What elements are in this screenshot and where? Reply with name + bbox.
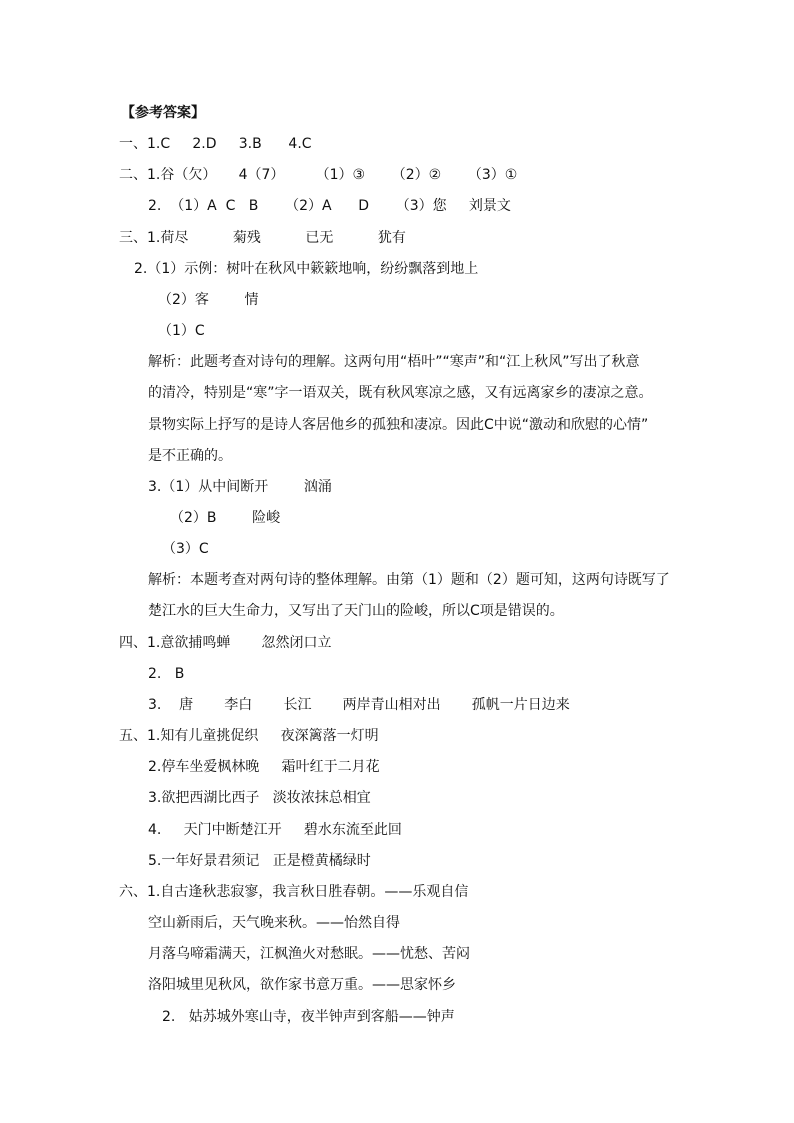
section-5-q1: 五、1.知有儿童挑促织 夜深篱落一灯明 [119, 728, 379, 744]
section-3-analysis-4: 是不正确的。 [148, 448, 232, 464]
answer-title: 【参考答案】 [121, 105, 205, 121]
section-5-q2: 2.停车坐爱枫林晚 霜叶红于二月花 [148, 759, 380, 775]
section-3-q3-3: （3）C [162, 541, 209, 557]
section-6-q1-4: 洛阳城里见秋风，欲作家书意万重。——思家怀乡 [148, 977, 456, 993]
section-3-q2-2: （2）客 情 [158, 292, 259, 308]
section-3-analysis-1: 解析：此题考查对诗句的理解。这两句用“梧叶”“寒声”和“江上秋风”写出了秋意 [148, 354, 640, 370]
section-3-analysis-3: 景物实际上抒写的是诗人客居他乡的孤独和凄凉。因此C中说“激动和欣慰的心情” [148, 417, 649, 433]
section-1-answers: 一、1.C 2.D 3.B 4.C [119, 136, 312, 152]
section-3-analysis-2: 的清冷，特别是“寒”字一语双关，既有秋风寒凉之感，又有远离家乡的凄凉之意。 [148, 385, 653, 401]
section-5-q3: 3.欲把西湖比西子 淡妆浓抹总相宜 [148, 790, 371, 806]
section-3-analysis-6: 楚江水的巨大生命力，又写出了天门山的险峻，所以C项是错误的。 [148, 603, 564, 619]
section-4-q2: 2. B [148, 666, 185, 682]
section-5-q5: 5.一年好景君须记 正是橙黄橘绿时 [148, 853, 371, 869]
section-6-q1-3: 月落乌啼霜满天，江枫渔火对愁眠。——忧愁、苦闷 [148, 946, 470, 962]
section-4-q3: 3. 唐 李白 长江 两岸青山相对出 孤帆一片日边来 [148, 697, 570, 713]
section-3-analysis-5: 解析：本题考查对两句诗的整体理解。由第（1）题和（2）题可知，这两句诗既写了 [148, 572, 670, 588]
section-3-q3-2: （2）B 险峻 [170, 510, 281, 526]
section-2-q2: 2. （1）A C B （2）A D （3）您 刘景文 [148, 198, 511, 214]
section-6-q2: 2. 姑苏城外寒山寺，夜半钟声到客船——钟声 [162, 1009, 455, 1025]
section-3-q2-3: （1）C [158, 323, 205, 339]
section-3-q2-1: 2.（1）示例：树叶在秋风中簌簌地响，纷纷飘落到地上 [134, 261, 479, 277]
section-3-q3-1: 3.（1）从中间断开 汹涌 [148, 479, 332, 495]
section-4-q1: 四、1.意欲捕鸣蝉 忽然闭口立 [119, 635, 332, 651]
section-6-q1-2: 空山新雨后，天气晚来秋。——怡然自得 [148, 915, 400, 931]
section-3-q1: 三、1.荷尽 菊残 已无 犹有 [119, 230, 406, 246]
section-2-q1: 二、1.谷（欠） 4（7） （1）③ （2）② （3）① [119, 167, 518, 183]
section-6-q1-1: 六、1.自古逢秋悲寂寥，我言秋日胜春朝。——乐观自信 [119, 884, 469, 900]
section-5-q4: 4. 天门中断楚江开 碧水东流至此回 [148, 822, 402, 838]
